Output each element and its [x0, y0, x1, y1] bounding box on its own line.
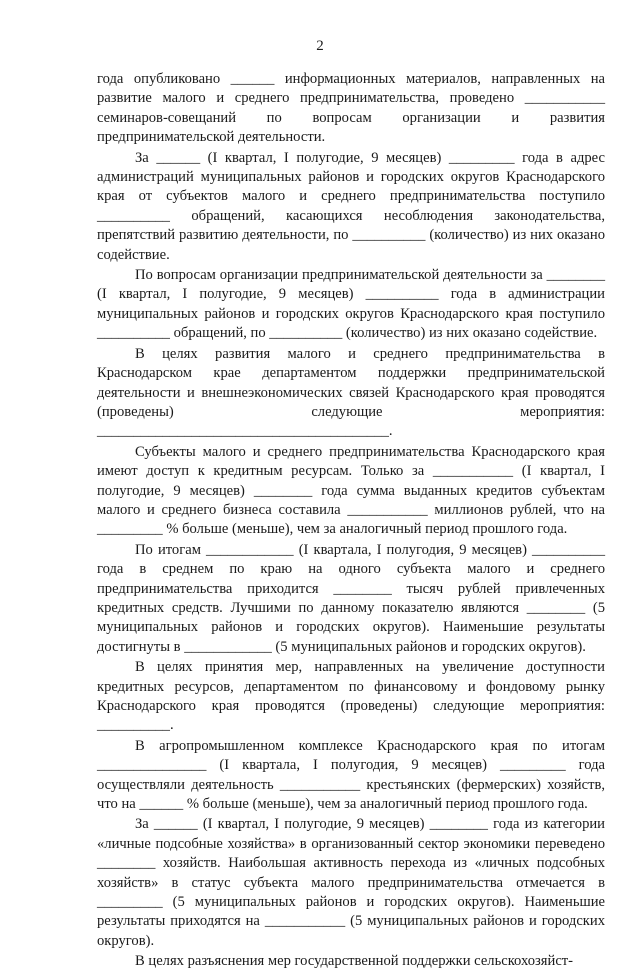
paragraph-9: За ______ (I квартал, I полугодие, 9 месяцев) ________ года из категории «личные подсобные хозяйства» в организованный сектор экономики переведено ________ хозяйств. Наибольшая активность перехода из «личных подсобных хозяйств» в статус субъекта малого предпринимательства отмечается в _________ (5 муниципальных районов и городских округов). Наименьшие результаты приходятся на ___________ (5 муниципальных районов и городских округов).	[97, 816, 605, 949]
paragraph-6: По итогам ____________ (I квартала, I полугодия, 9 месяцев) __________ года в среднем по краю на одного субъекта малого и среднего предпринимательства приходится ________ тысяч рублей привлеченных кредитных средств. Лучшими по данному показателю являются ________ (5 муниципальных районов и городских округов). Наименьшие результаты достигнуты в ____________ (5 муниципальных районов и городских округов).	[97, 541, 605, 655]
paragraph-3: По вопросам организации предпринимательской деятельности за ________ (I квартал, I полугодие, 9 месяцев) __________ года в администрации муниципальных районов и городских округов Краснодарского края поступило __________ обращений, по __________ (количество) из них оказано содействие.	[97, 267, 605, 342]
paragraph-5: Субъекты малого и среднего предпринимательства Краснодарского края имеют доступ к кредитным ресурсам. Только за ___________ (I квартал, I полугодие, 9 месяцев) ________ года сумма выданных кредитов субъектам малого и среднего бизнеса составила ___________ миллионов рублей, что на _________ % больше (меньше), чем за аналогичный период прошлого года.	[97, 443, 605, 538]
paragraph-4: В целях развития малого и среднего предпринимательства в Краснодарском крае департаментом поддержки предпринимательской деятельности и внешнеэкономических связей Краснодарского края проводятся (проведены) следующие мероприятия: ________________________________________.	[97, 345, 605, 440]
paragraph-2: За ______ (I квартал, I полугодие, 9 месяцев) _________ года в адрес администраций муниципальных районов и городских округов Краснодарского края от субъектов малого и среднего предпринимательства поступило __________ обращений, касающихся несоблюдения законодательства, препятствий развитию деятельности, по __________ (количество) из них оказано содействие.	[97, 149, 605, 263]
paragraph-7: В целях принятия мер, направленных на увеличение доступности кредитных ресурсов, департаментом по финансовому и фондовому рынку Краснодарского края проводятся (проведены) следующие мероприятия: __________.	[97, 659, 605, 734]
paragraph-8: В агропромышленном комплексе Краснодарского края по итогам _______________ (I квартала, I полугодия, 9 месяцев) _________ года осуществляли деятельность ___________ крестьянских (фермерских) хозяйств, что на ______ % больше (меньше), чем за аналогичный период прошлого года.	[97, 737, 605, 813]
page-number: 2	[316, 38, 324, 54]
document-body	[97, 70, 605, 972]
paragraph-10: В целях разъяснения мер государственной поддержки сельскохозяйст-	[135, 953, 574, 970]
paragraph-1: года опубликовано ______ информационных материалов, направленных на развитие малого и среднего предпринимательства, проведено ___________ семинаров-совещаний по вопросам организации и развития предпринимательской деятельности.	[97, 71, 605, 146]
